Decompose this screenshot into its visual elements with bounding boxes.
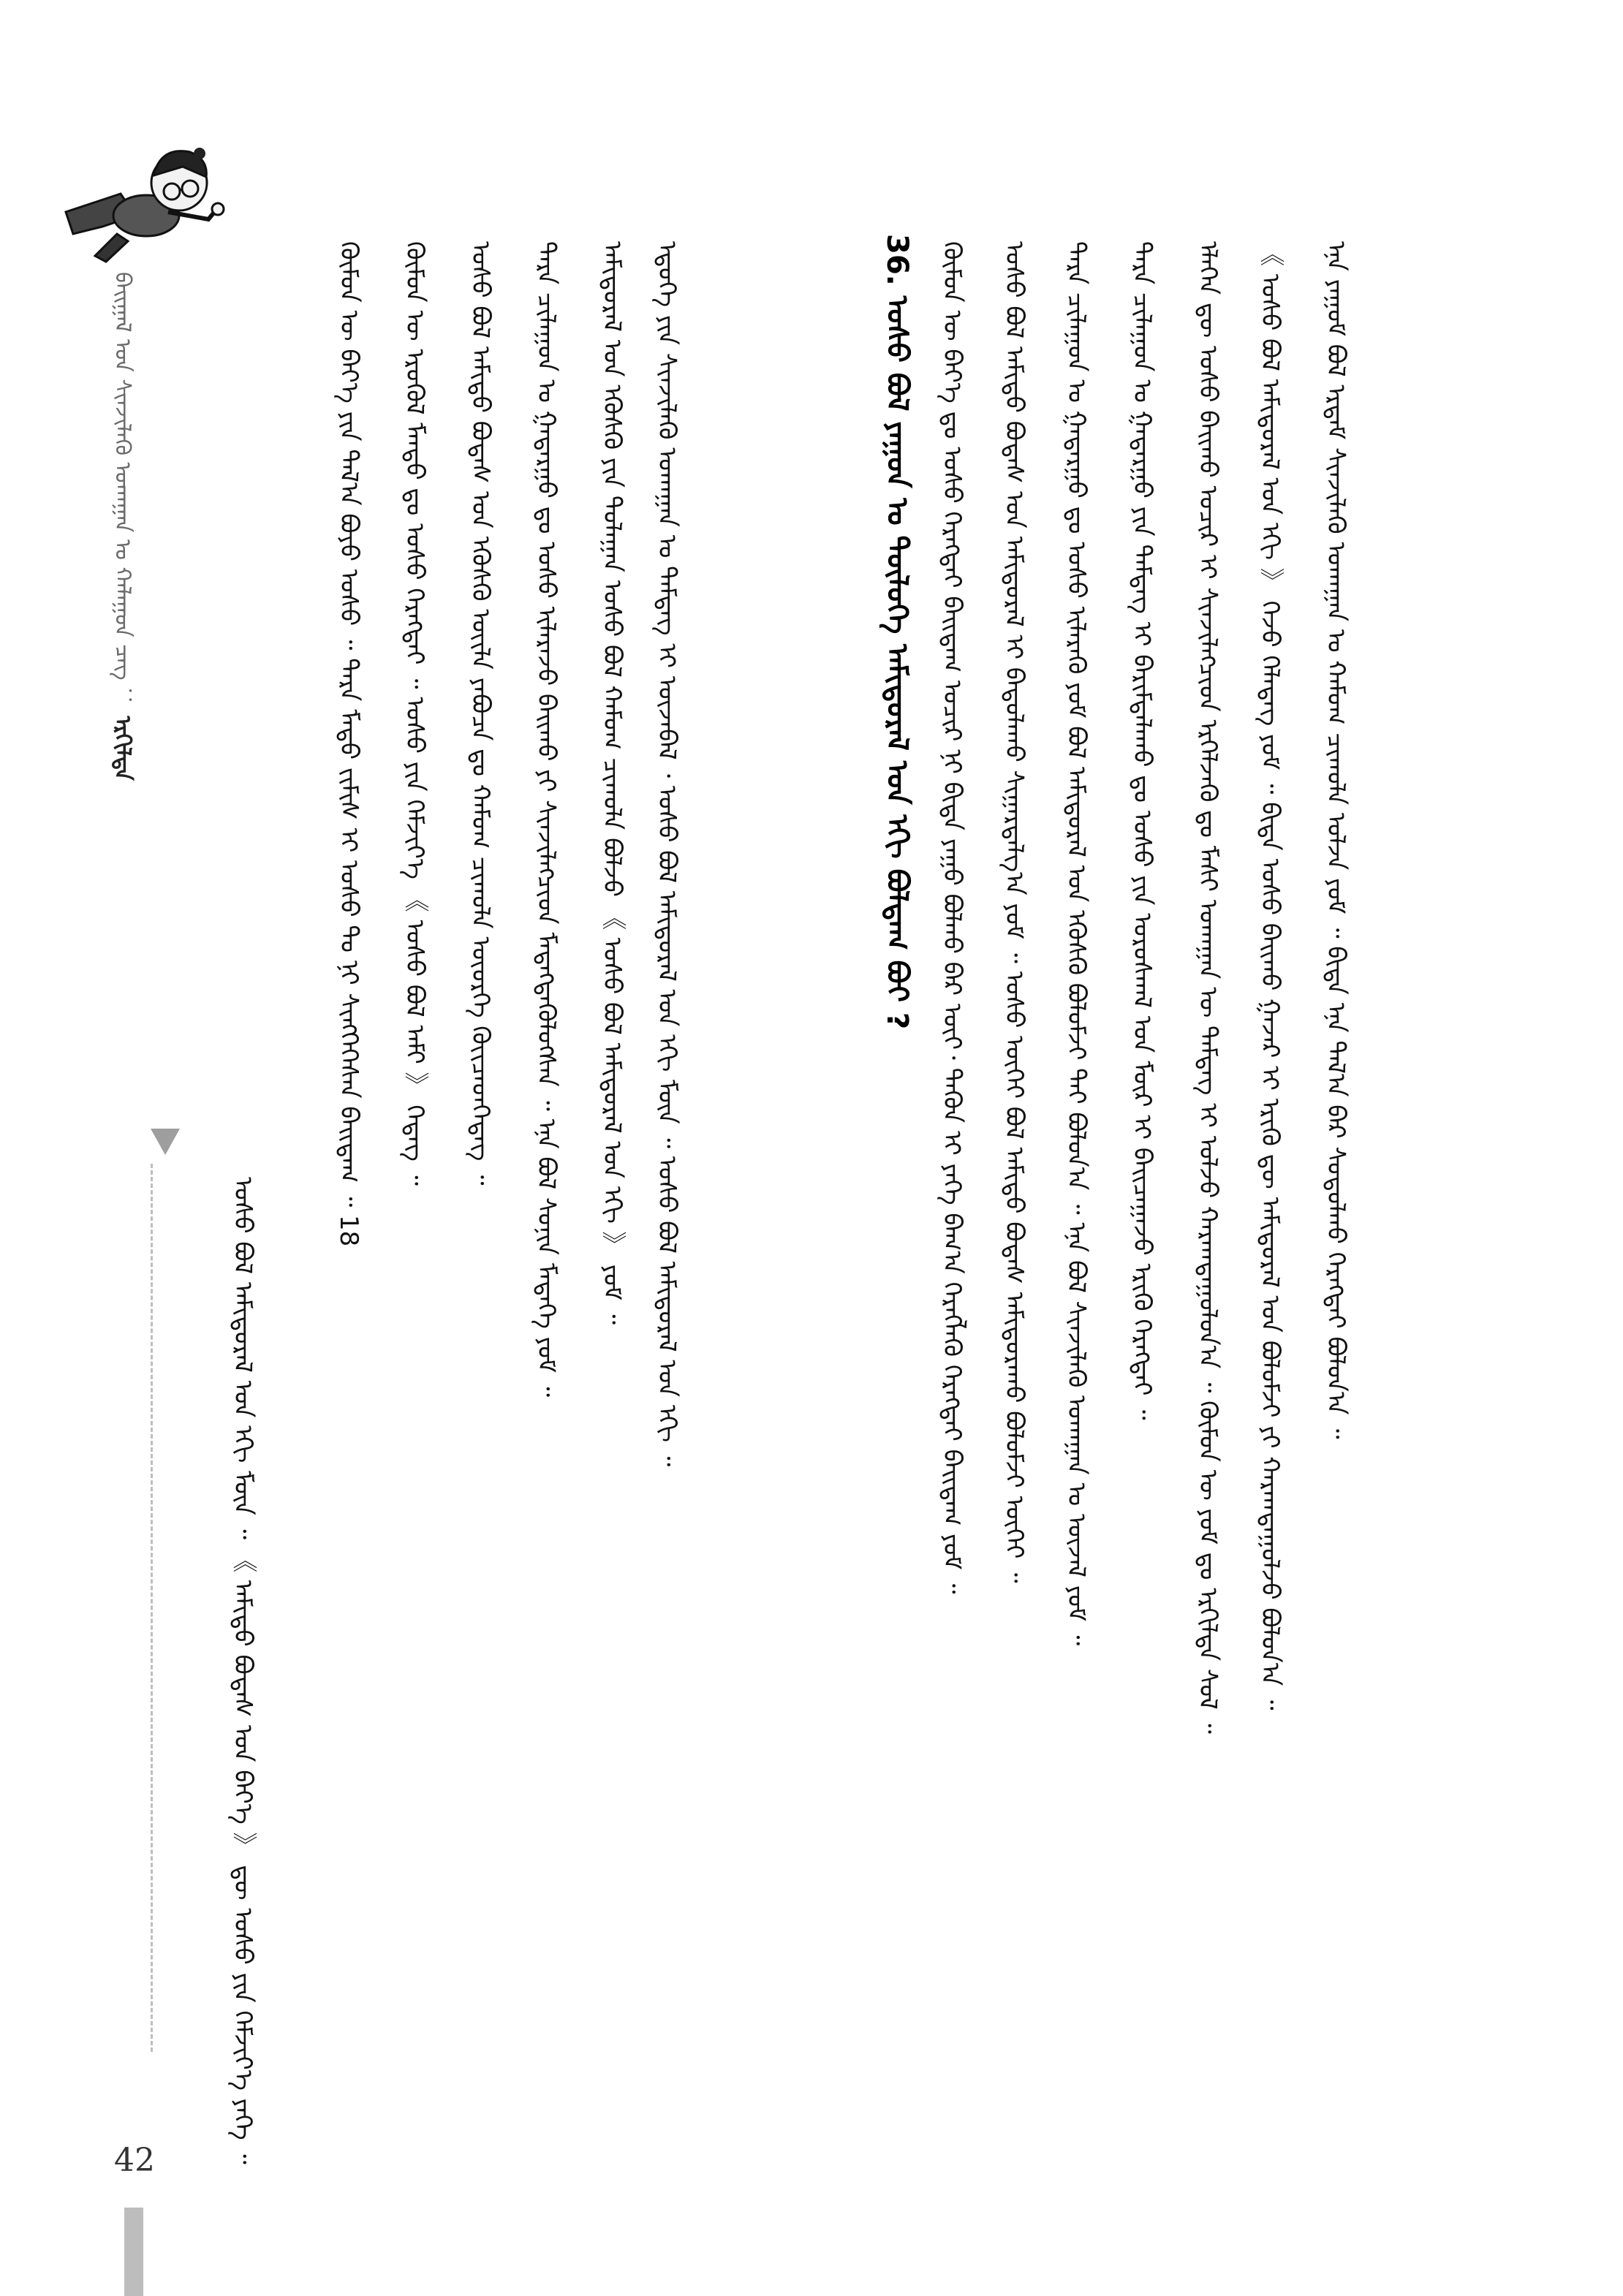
paragraph-line: ᠤᠰᠤ ᠪᠣᠯ ᠠᠮᠢᠳᠤ ᠪᠣᠳᠠᠰ ᠤᠨ ᠡᠭᠦᠰᠬᠦ ᠦᠢᠯᠡ ᠶᠠᠪᠤᠴᠠ ᠳᠤ ᠬᠠᠮᠤᠭ ᠴᠢᠬᠤᠯᠠ ᠦᠦᠷᠭᠡ ᠭᠦᠢᠴᠡᠳᠬᠡᠳᠡᠭ ᠃ xyxy=(466,241,495,1186)
running-title-prefix: ᠪᠠᠢᠭᠠᠯ ᠤᠨ ᠰᠢᠨᠵᠢᠯᠡᠬᠦ ᠤᠬᠠᠭᠠᠨ ᠤ ᠬᠠᠯᠠᠭᠤᠨ ᠴᠡᠭ xyxy=(110,272,135,681)
paragraph-line: ᠤᠰᠤ ᠪᠣᠯ ᠠᠮᠢᠳᠤᠷᠠᠯ ᠤᠨ ᠡᠬᠢ ᠮᠥᠨ ᠃ 《 ᠠᠮᠢᠳᠤ ᠪᠣᠳᠠᠰ ᠤᠨ ᠪᠡᠶ᠎ᠡ 》 ᠳᠦ ᠤᠰᠤ ᠶᠢᠨ ᠬᠡᠮᠵᠢᠶ᠎ᠡ ᠶᠡᠬᠡ ᠃ xyxy=(228,1177,257,2164)
paragraph-line: 《 ᠤᠰᠤ ᠪᠣᠯ ᠠᠮᠢᠳᠤᠷᠠᠯ ᠤᠨ ᠡᠬᠢ 》 ᠭᠡᠵᠦ ᠬᠡᠯᠡᠳᠡᠭ ᠶᠤᠮ ᠃ ᠪᠢᠳᠡ ᠤᠰᠤ ᠪᠠᠢᠬᠤ ᠭᠠᠵᠠᠷ ᠢ ᠡᠷᠢᠬᠦ ᠳᠦ ᠠᠮᠢᠳᠤᠷᠠᠯ ᠤᠨ ᠪᠣᠯᠤᠮᠵᠢ ᠶᠢ ᠬᠠᠷᠠᠭᠳᠠᠭᠤᠯᠵᠤ ᠪᠣᠯᠤᠨ᠎ᠠ ᠃ xyxy=(1255,241,1285,1710)
running-title-separator: ： xyxy=(110,687,135,710)
paragraph-line: ᠲᠡᠷᠡ ᠴᠢᠯᠠᠭᠤᠨ ᠤ ᠭᠠᠳᠠᠷᠭᠤ ᠳᠤ ᠤᠰᠤ ᠢᠯᠡᠷᠡᠵᠦ ᠪᠠᠢᠬᠤ ᠶᠢ ᠰᠢᠨᠵᠢᠯᠡᠭᠴᠢᠳ ᠮᠡᠳᠡᠭᠳᠡᠭᠦᠯᠦᠭᠰᠡᠨ ᠃ ᠡᠨᠡ ᠪᠣᠯ ᠰᠣᠨᠢᠨ ᠮᠡᠳᠡᠭᠡ ᠶᠤᠮ ᠃ xyxy=(531,241,561,1398)
section-heading: 36. ᠤᠰᠤ ᠪᠣᠯ ᠶᠠᠭᠤᠨ ᠤ ᠲᠥᠯᠦᠭᠡ ᠠᠮᠢᠳᠤᠷᠠᠯ ᠤᠨ ᠡᠬᠢ ᠪᠣᠯᠳᠠᠭ ᠪᠤᠢ ? xyxy=(880,234,914,1030)
paragraph-line: ᠤᠰᠤ ᠪᠣᠯ ᠠᠮᠢᠳᠤ ᠪᠣᠳᠠᠰ ᠤᠨ ᠠᠮᠢᠳᠤᠷᠠᠯ ᠢ ᠪᠠᠲᠤᠯᠠᠬᠤ ᠰᠢᠭᠠᠷᠳᠠᠯᠭ᠎ᠠ ᠶᠤᠮ ᠃ ᠤᠰᠤ ᠦᠭᠡᠢ ᠪᠣᠯ ᠠᠮᠢᠳᠤ ᠪᠣᠳᠠᠰ ᠠᠮᠢᠳᠤᠷᠠᠬᠤ ᠪᠣᠯᠤᠮᠵᠢ ᠦᠭᠡᠢ ᠃ xyxy=(999,241,1029,1583)
paragraph-line: ᠲᠡᠷᠡ ᠴᠢᠯᠠᠭᠤᠨ ᠤ ᠭᠠᠳᠠᠷᠭᠤ ᠳᠤ ᠤᠰᠤ ᠢᠯᠡᠷᠡᠬᠦ ᠶᠤᠮ ᠪᠣᠯ ᠠᠮᠢᠳᠤᠷᠠᠯ ᠤᠨ ᠡᠭᠦᠰᠬᠦ ᠪᠣᠯᠤᠮᠵᠢ ᠲᠠᠢ ᠪᠣᠯᠤᠨ᠎ᠠ ᠃ ᠡᠨᠡ ᠪᠣᠯ ᠰᠢᠨᠵᠢᠯᠡᠬᠦ ᠤᠬᠠᠭᠠᠨ ᠤ ᠦᠵᠡᠯ ᠶᠤᠮ ᠃ xyxy=(1062,241,1091,1646)
paragraph-line: ᠡᠯᠡᠭᠡᠨ ᠳᠦ ᠤᠰᠤ ᠪᠠᠢᠬᠤ ᠤᠴᠢᠷ ᠢ ᠰᠢᠨᠵᠢᠯᠡᠭᠴᠢᠳ ᠡᠷᠭᠡᠯᠵᠡᠬᠦ ᠳᠤ ᠮᠠᠰᠢ ᠤᠬᠠᠭᠠᠨ ᠦ ᠲᠡᠮᠳᠡᠭ ᠢ ᠤᠯᠵᠤ ᠬᠠᠷᠠᠭᠳᠠᠭᠤᠯᠤᠨ᠎ᠠ ᠃ ᠬᠦᠮᠦᠨ ᠦ ᠶᠤᠮ ᠳᠤ ᠡᠷᠭᠢᠯᠲᠡ ᠰᠤᠯ ᠃ xyxy=(1193,241,1222,1734)
footer-bar xyxy=(124,2208,143,2296)
mascot-boy-illustration xyxy=(51,124,234,270)
triangle-arrow-icon xyxy=(151,1129,180,1155)
running-header xyxy=(110,272,168,1047)
dashed-divider xyxy=(151,1164,153,2052)
page-number: 42 xyxy=(114,2142,155,2179)
running-header-text xyxy=(110,272,168,886)
paragraph-line: ᠬᠦᠮᠦᠨ ᠦ ᠡᠷᠦᠬᠦᠯ ᠮᠡᠨᠳᠦ ᠳᠤ ᠤᠰᠤ ᠬᠡᠷᠡᠭᠲᠡᠢ ᠃ ᠤᠰᠤ ᠶᠢᠨ ᠬᠡᠮᠵᠢᠶ᠎ᠡ 《 ᠤᠰᠤ ᠪᠣᠯ ᠠᠮᠢ 》 ᠭᠡᠳᠡᠭ ᠃ xyxy=(400,241,429,1186)
paragraph-line: ᠬᠦᠮᠦᠨ ᠦ ᠪᠡᠶ᠎ᠡ ᠳᠤ ᠤᠰᠤ ᠬᠡᠷᠡᠭᠲᠡᠢ ᠪᠠᠢᠳᠠᠭ ᠤᠴᠢᠷ ᠨᠢ ᠪᠢᠳᠡ ᠶᠠᠭᠤ ᠪᠣᠯᠬᠤ ᠪᠡᠷ ᠦᠢ᠂ ᠲᠡᠭᠦᠨ ᠢ ᠶᠡᠬᠡ ᠪᠠᠭ᠎ᠠ ᠬᠡᠷᠡᠭᠯᠡᠬᠦ ᠬᠡᠷᠡᠭᠲᠡᠢ ᠪᠠᠢᠳᠠᠭ ᠶᠤᠮ ᠃ xyxy=(937,241,966,1594)
paragraph-line: ᠡᠳᠦᠭᠡ ᠶᠢᠨ ᠰᠢᠨᠵᠢᠯᠡᠬᠦ ᠤᠬᠠᠭᠠᠨ ᠤ ᠲᠡᠮᠳᠡᠭ ᠢ ᠦᠵᠡᠪᠡᠯ ᠂ ᠤᠰᠤ ᠪᠣᠯ ᠠᠮᠢᠳᠤᠷᠠᠯ ᠤᠨ ᠡᠬᠢ ᠮᠥᠨ ᠃ ᠤᠰᠤ ᠪᠣᠯ ᠠᠮᠢᠳᠤᠷᠠᠯ ᠤᠨ ᠡᠬᠢ ᠃ xyxy=(652,241,681,1467)
paragraph-line: ᠡᠨᠡ ᠶᠠᠭᠤᠮ ᠪᠣᠯ ᠡᠷᠳᠡᠮ ᠰᠢᠨᠵᠢᠯᠡᠬᠦ ᠤᠬᠠᠭᠠᠨ ᠤ ᠬᠠᠮᠤᠭ ᠴᠢᠬᠤᠯᠠ ᠤᠯᠵᠠ ᠶᠤᠮ ᠃ ᠪᠢᠳᠡ ᠡᠨᠡ ᠲᠠᠯ᠎ᠠ ᠪᠠᠷ ᠰᠤᠳᠤᠯᠬᠤ ᠬᠡᠷᠡᠭᠲᠡᠢ ᠪᠣᠯᠤᠨ᠎ᠠ ᠃ xyxy=(1321,241,1350,1439)
paragraph-line: ᠲᠡᠷᠡ ᠴᠢᠯᠠᠭᠤᠨ ᠤ ᠭᠠᠳᠠᠷᠭᠤ ᠶᠢᠨ ᠲᠡᠮᠳᠡᠭ ᠢ ᠪᠠᠷᠢᠮᠲᠠᠯᠠᠬᠤ ᠳᠤ ᠤᠰᠤ ᠶᠢᠨ ᠤᠷᠤᠰᠬᠠᠯ ᠤᠨ ᠮᠦᠷ ᠢ ᠪᠠᠢᠴᠠᠭᠠᠵᠤ ᠡᠷᠢᠬᠦ ᠬᠡᠷᠡᠭᠲᠡᠢ ᠃ xyxy=(1127,241,1157,1420)
running-title-bold: ᠡᠷᠭᠢᠯᠲᠡ xyxy=(110,716,135,781)
paragraph-line: ᠬᠦᠮᠦᠨ ᠦ ᠪᠡᠶ᠎ᠡ ᠶᠢᠨ ᠲᠠᠯ᠎ᠠ ᠪᠤᠶᠤ ᠤᠰᠤ ᠃ ᠲᠡᠷᠡ ᠮᠡᠲᠦ ᠵᠢᠮᠢᠰ ᠢ ᠤᠰᠤ ᠲᠤ ᠨᠢ ᠰᠢᠩᠭᠡᠭᠡᠰᠡᠨ ᠪᠠᠢᠳᠠᠭ ᠃ 18 xyxy=(334,241,363,1247)
paragraph-line: ᠠᠮᠢᠳᠤᠷᠠᠯ ᠤᠨ ᠡᠭᠦᠰᠬᠦ ᠶᠢᠨ ᠳᠤᠯᠠᠭᠠᠨ ᠤᠰᠤ ᠪᠣᠯ ᠬᠠᠮᠤᠭ ᠴᠢᠬᠤᠯᠠ ᠪᠣᠯᠵᠤ 《 ᠤᠰᠤ ᠪᠣᠯ ᠠᠮᠢᠳᠤᠷᠠᠯ ᠤᠨ ᠡᠬᠢ 》 ᠶᠤᠮ ᠃ xyxy=(597,241,627,1325)
